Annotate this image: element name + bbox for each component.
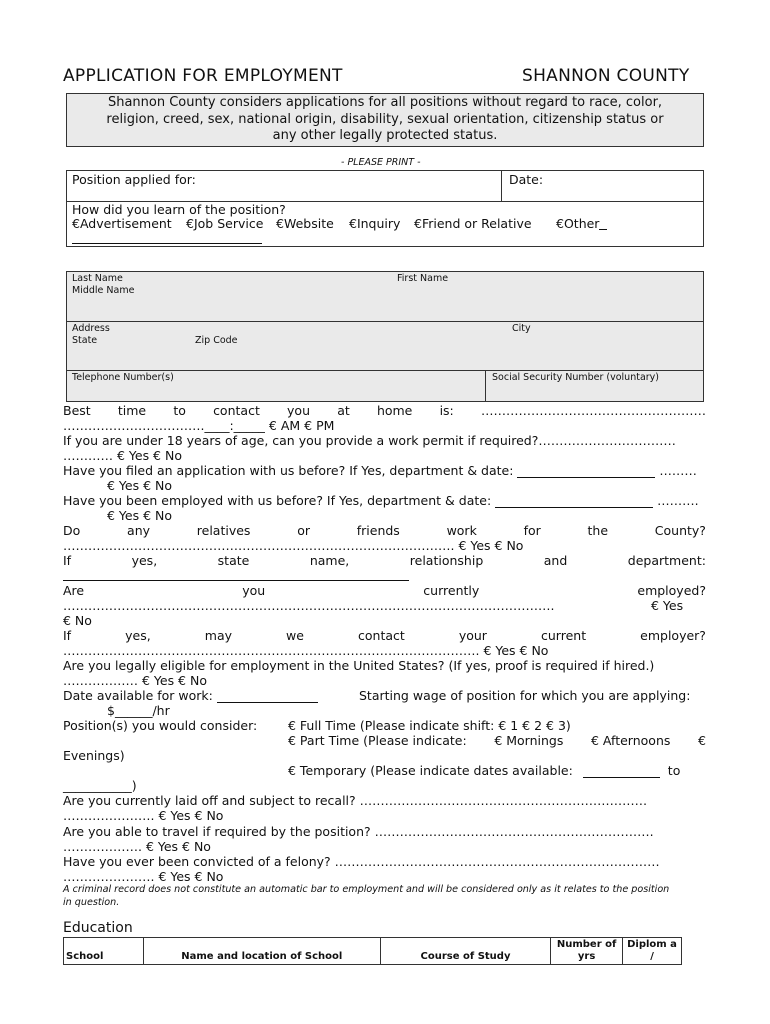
divider	[501, 170, 502, 201]
education-table	[63, 937, 682, 965]
word: currently	[423, 583, 480, 598]
felony-answer[interactable]: …………………. € Yes € No	[63, 869, 224, 884]
question-text: Have you filed an application with us before? If Yes, department & date:	[63, 463, 514, 478]
word: your	[458, 628, 487, 643]
learn-question: How did you learn of the position?	[72, 202, 286, 217]
column-header: Number of yrs	[551, 938, 623, 965]
word: work	[446, 523, 477, 538]
eligible-question: Are you legally eligible for employment in the United States? (If yes, proof is required if hired.)	[63, 658, 655, 673]
word: contact	[358, 628, 405, 643]
divider	[485, 370, 486, 402]
felony-question: Have you ever been convicted of a felony? ……………………………………………………………………	[63, 854, 660, 869]
relatives-question	[63, 523, 706, 538]
work-permit-question: If you are under 18 years of age, can you provide a work permit if required?……………………………	[63, 433, 676, 448]
notice-line: any other legally protected status.	[272, 128, 498, 143]
middle-name-field[interactable]: Middle Name	[72, 285, 135, 296]
word: home	[376, 403, 413, 418]
city-field[interactable]: City	[512, 323, 531, 334]
full-time-option[interactable]: € Full Time (Please indicate shift: € 1 € 2 € 3)	[288, 718, 571, 733]
starting-wage-field[interactable]: $______/hr	[107, 703, 170, 718]
temporary-end-field[interactable]: ___________)	[63, 778, 137, 793]
word: € Part Time (Please indicate:	[288, 733, 467, 748]
please-print: - PLEASE PRINT -	[341, 157, 421, 168]
fill-dots[interactable]: ………………………………………………	[480, 403, 706, 418]
employed-department-field[interactable]	[495, 507, 653, 508]
other-underline	[72, 243, 262, 244]
question-text: € Temporary (Please indicate dates available:	[288, 763, 573, 778]
currently-employed-yes[interactable]: € Yes	[651, 598, 684, 613]
criminal-note: A criminal record does not constitute an automatic bar to employment and will be considered only as it relates to the position	[63, 884, 670, 895]
word: Are	[63, 583, 85, 598]
zip-field[interactable]: Zip Code	[195, 335, 238, 346]
currently-employed-question	[63, 583, 706, 598]
telephone-field[interactable]: Telephone Number(s)	[72, 372, 174, 383]
education-heading: Education	[63, 920, 133, 936]
contact-employer-question	[63, 628, 706, 643]
fill-dots: ………	[659, 463, 697, 478]
word: name,	[309, 553, 350, 568]
learn-option-other[interactable]: €Other	[556, 216, 600, 231]
word: you	[287, 403, 310, 418]
criminal-note: in question.	[63, 897, 120, 908]
divider	[66, 321, 704, 322]
filed-before-answer[interactable]: € Yes € No	[107, 478, 173, 493]
divider	[66, 370, 704, 371]
laid-off-question: Are you currently laid off and subject to recall? ……………………………………………………………	[63, 793, 648, 808]
table-row	[64, 938, 682, 965]
column-header: Diplom a /	[623, 938, 682, 965]
word: €	[698, 733, 706, 748]
column-header: Course of Study	[380, 938, 550, 965]
word: yes,	[125, 628, 151, 643]
word: to	[173, 403, 186, 418]
laid-off-answer[interactable]: …………………. € Yes € No	[63, 808, 224, 823]
travel-answer[interactable]: ………………. € Yes € No	[63, 839, 211, 854]
word: or	[297, 523, 310, 538]
date-available-question	[63, 688, 318, 703]
relatives-details-question	[63, 553, 706, 568]
column-header: School	[64, 938, 144, 965]
word: state	[217, 553, 250, 568]
word: any	[127, 523, 151, 538]
part-time-option[interactable]	[288, 733, 706, 748]
word: friends	[356, 523, 400, 538]
filed-before-question	[63, 463, 697, 478]
word: Do	[63, 523, 81, 538]
word: is:	[439, 403, 454, 418]
temporary-start-field[interactable]	[583, 777, 660, 778]
temporary-option[interactable]	[288, 763, 680, 778]
word: at	[337, 403, 350, 418]
learn-option-job-service[interactable]: €Job Service	[186, 216, 264, 231]
currently-employed-dots: ……………………………………………………………………………………………………….	[63, 598, 555, 613]
county-name: SHANNON COUNTY	[522, 66, 690, 86]
column-header: Name and location of School	[143, 938, 380, 965]
word: for	[523, 523, 541, 538]
relatives-details-field[interactable]	[63, 580, 409, 581]
question-text: Date available for work:	[63, 688, 213, 703]
other-underline	[599, 229, 607, 230]
best-time-question	[63, 403, 706, 418]
word: we	[286, 628, 304, 643]
word: department:	[627, 553, 706, 568]
work-permit-answer[interactable]: ………… € Yes € No	[63, 448, 182, 463]
position-applied-field[interactable]: Position applied for:	[72, 172, 196, 187]
notice-line: Shannon County considers applications for all positions without regard to race, color,	[107, 95, 663, 110]
date-available-field[interactable]	[217, 702, 318, 703]
question-text: Have you been employed with us before? If Yes, department & date:	[63, 493, 492, 508]
word: you	[242, 583, 266, 598]
best-time-answer[interactable]: …………………………….____:_____ € AM € PM	[63, 418, 335, 433]
word: time	[117, 403, 147, 418]
fill-dots: ……….	[657, 493, 699, 508]
equal-opportunity-notice	[66, 93, 704, 147]
evenings-option[interactable]: Evenings)	[63, 748, 125, 763]
address-field[interactable]: Address	[72, 323, 110, 334]
word: employer?	[640, 628, 706, 643]
word: and	[543, 553, 568, 568]
travel-question: Are you able to travel if required by the position? ………………………………………………………….	[63, 824, 654, 839]
word: relationship	[409, 553, 484, 568]
eligible-answer[interactable]: ……………… € Yes € No	[63, 673, 207, 688]
notice-line: religion, creed, sex, national origin, disability, sexual orientation, citizenship status or	[106, 111, 664, 127]
employed-before-question	[63, 493, 699, 508]
word: current	[541, 628, 587, 643]
word: the	[587, 523, 609, 538]
word: If	[63, 628, 72, 643]
currently-employed-no[interactable]: € No	[63, 613, 92, 628]
word: If	[63, 553, 72, 568]
starting-wage-question: Starting wage of position for which you are applying:	[359, 688, 691, 703]
word: contact	[213, 403, 260, 418]
contact-employer-answer[interactable]: ………………………………………………………………………………………. € Yes € No	[63, 643, 549, 658]
learn-option-advertisement[interactable]: €Advertisement	[72, 216, 172, 231]
word: € Afternoons	[591, 733, 671, 748]
word: Best	[63, 403, 91, 418]
word: € Mornings	[494, 733, 564, 748]
word: County?	[654, 523, 706, 538]
learn-option-inquiry[interactable]: €Inquiry	[349, 216, 401, 231]
form-title: APPLICATION FOR EMPLOYMENT	[63, 66, 343, 86]
ssn-field[interactable]: Social Security Number (voluntary)	[492, 372, 660, 383]
word: yes,	[131, 553, 158, 568]
state-field[interactable]: State	[72, 335, 98, 346]
filed-department-field[interactable]	[517, 477, 655, 478]
relatives-answer[interactable]: …………………………………………………………………………………. € Yes € No	[63, 538, 524, 553]
learn-option-website[interactable]: €Website	[276, 216, 334, 231]
word: may	[204, 628, 232, 643]
word: to	[667, 763, 681, 778]
word: relatives	[196, 523, 251, 538]
last-name-field[interactable]: Last Name	[72, 273, 123, 284]
word: employed?	[637, 583, 706, 598]
employed-before-answer[interactable]: € Yes € No	[107, 508, 173, 523]
first-name-field[interactable]: First Name	[397, 273, 449, 284]
learn-option-friend[interactable]: €Friend or Relative	[414, 216, 532, 231]
date-field[interactable]: Date:	[509, 172, 544, 187]
positions-label: Position(s) you would consider:	[63, 718, 258, 733]
